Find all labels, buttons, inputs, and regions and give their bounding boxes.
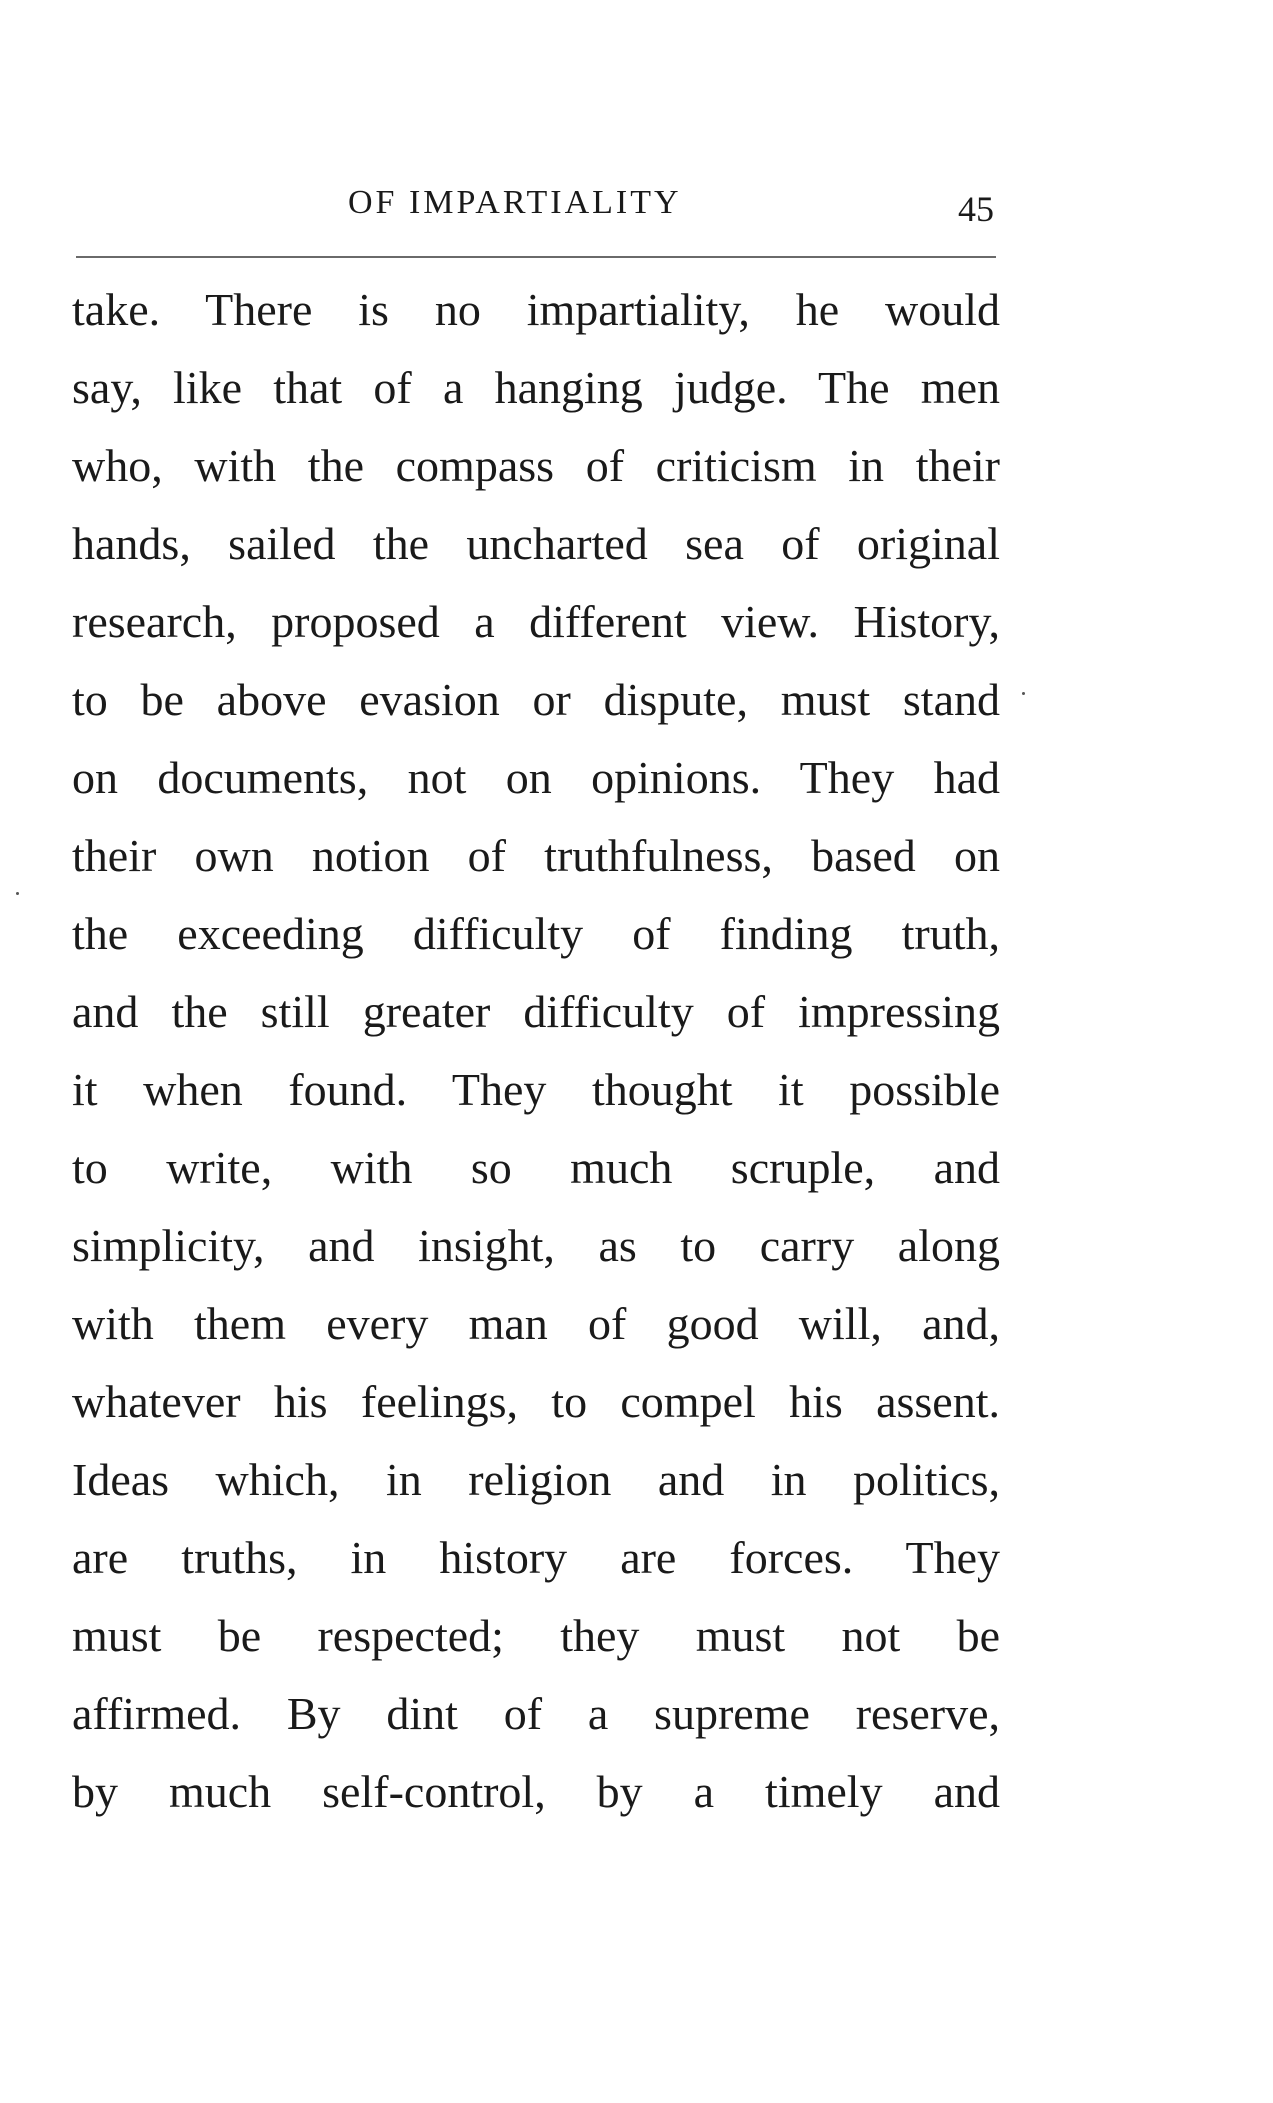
text-line: on documents, not on opinions. They had (72, 752, 1000, 803)
text-line: it when found. They thought it possible (72, 1064, 1000, 1115)
ink-speck (1022, 692, 1025, 695)
text-line: say, like that of a hanging judge. The men (72, 362, 1000, 413)
text-line: to be above evasion or dispute, must stand (72, 674, 1000, 725)
text-line: take. There is no impartiality, he would (72, 284, 1000, 335)
text-line: with them every man of good will, and, (72, 1298, 1000, 1349)
text-line: and the still greater difficulty of impressing (72, 986, 1000, 1037)
text-line: research, proposed a different view. History, (72, 596, 1000, 647)
text-line: must be respected; they must not be (72, 1610, 1000, 1661)
text-line: the exceeding difficulty of finding truth, (72, 908, 1000, 959)
page-number: 45 (958, 189, 994, 229)
text-line: their own notion of truthfulness, based on (72, 830, 1000, 881)
text-line: to write, with so much scruple, and (72, 1142, 1000, 1193)
header-rule (76, 256, 996, 258)
text-line: by much self-control, by a timely and (72, 1766, 1000, 1817)
running-head-title: OF IMPARTIALITY (348, 184, 682, 221)
text-line: simplicity, and insight, as to carry along (72, 1220, 1000, 1271)
text-line: who, with the compass of criticism in their (72, 440, 1000, 491)
text-line: affirmed. By dint of a supreme reserve, (72, 1688, 1000, 1739)
text-line: Ideas which, in religion and in politics, (72, 1454, 1000, 1505)
ink-speck (16, 892, 19, 895)
body-text (72, 271, 1000, 1831)
text-line: are truths, in history are forces. They (72, 1532, 1000, 1583)
text-line: hands, sailed the uncharted sea of original (72, 518, 1000, 569)
text-line: whatever his feelings, to compel his assent. (72, 1376, 1000, 1427)
